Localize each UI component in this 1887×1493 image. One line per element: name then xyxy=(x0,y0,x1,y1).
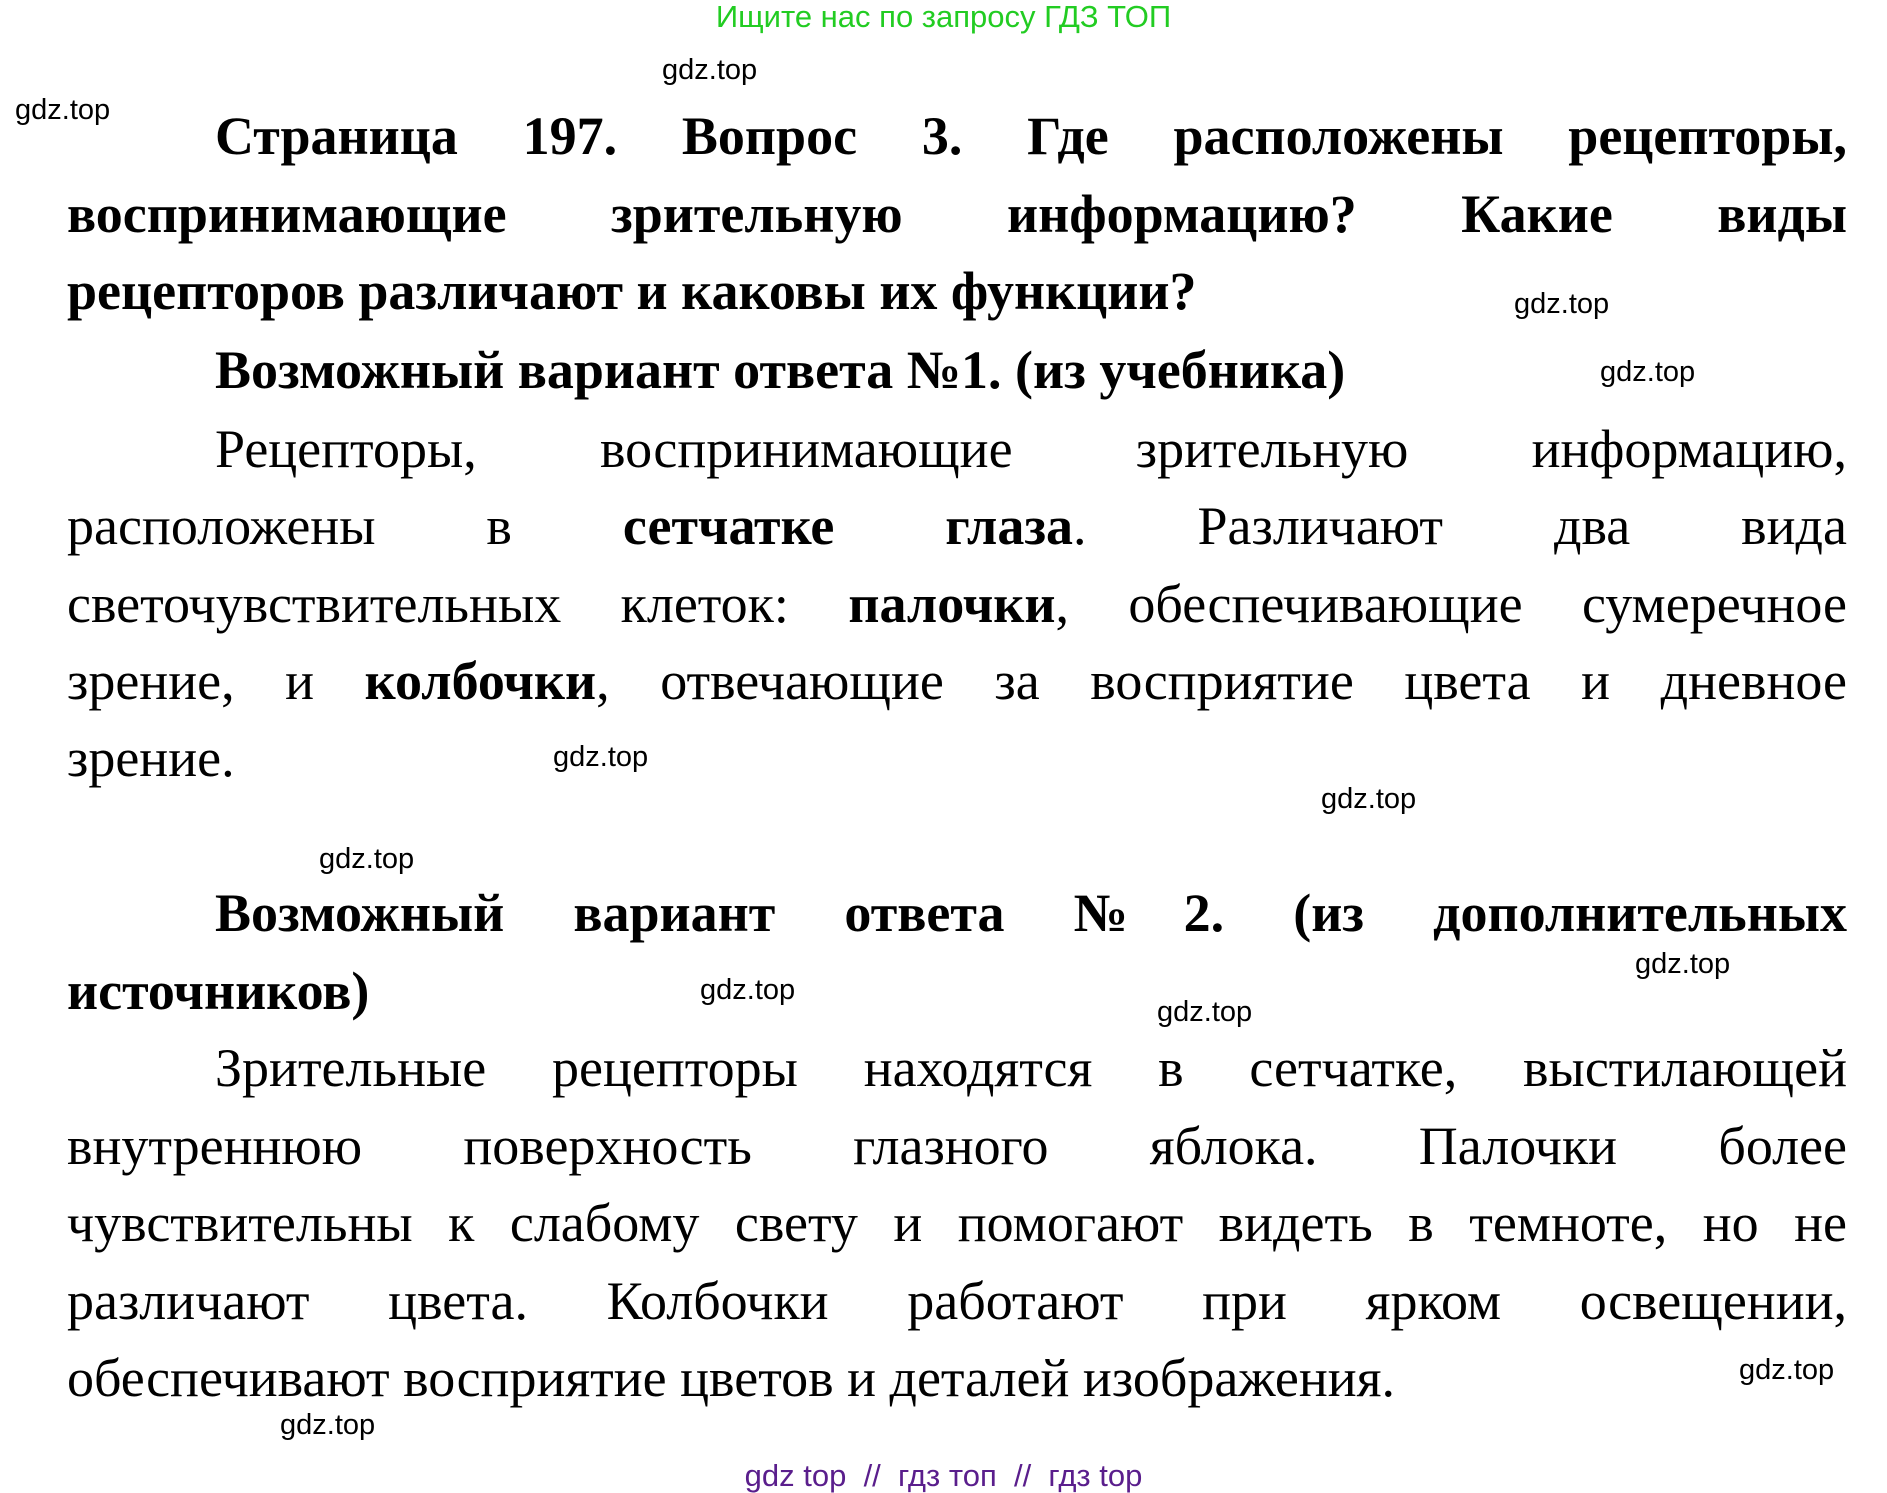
watermark: gdz.top xyxy=(319,843,415,875)
text-segment: Рецепторы, воспринимающие зрительную информацию, xyxy=(215,419,1847,479)
watermark: gdz.top xyxy=(1600,356,1696,388)
text-line xyxy=(215,1037,1847,1097)
text-line xyxy=(67,573,1847,633)
text-line xyxy=(67,1115,1847,1175)
text-line xyxy=(67,1270,1847,1330)
text-segment: Зрительные рецепторы находятся в сетчатке, выстилающей xyxy=(215,1038,1847,1098)
text-line xyxy=(67,650,1847,710)
watermark: gdz.top xyxy=(553,741,649,773)
text-line xyxy=(67,495,1847,555)
bold-term: палочки xyxy=(848,574,1056,634)
heading-line xyxy=(67,260,1197,320)
footer-links[interactable]: gdz top // гдз топ // гдз top xyxy=(744,1458,1143,1493)
text-segment: рецепторов различают и каковы их функции? xyxy=(67,261,1197,321)
text-segment: , отвечающие за восприятие цвета и дневное xyxy=(596,651,1847,711)
bold-term: сетчатке глаза xyxy=(622,496,1074,556)
search-banner: Ищите нас по запросу ГДЗ ТОП xyxy=(715,0,1172,34)
text-segment: светочувствительных клеток: xyxy=(67,574,849,634)
text-segment: чувствительны к слабому свету и помогают видеть в темноте, но не xyxy=(67,1193,1847,1253)
text-segment: Возможный вариант ответа №1. (из учебника) xyxy=(215,340,1346,400)
text-segment: зрение, и xyxy=(67,651,365,711)
heading-line xyxy=(215,105,1847,165)
watermark: gdz.top xyxy=(700,974,796,1006)
heading-line xyxy=(67,960,369,1020)
watermark: gdz.top xyxy=(15,94,111,126)
watermark: gdz.top xyxy=(1514,288,1610,320)
text-line xyxy=(67,1347,1395,1407)
text-segment: , обеспечивающие сумеречное xyxy=(1055,574,1847,634)
watermark: gdz.top xyxy=(1157,996,1253,1028)
text-segment: расположены в xyxy=(67,496,623,556)
text-segment: воспринимающие зрительную информацию? Какие виды xyxy=(67,184,1847,244)
text-segment: источников) xyxy=(67,961,370,1021)
text-segment: . Различают два вида xyxy=(1073,496,1847,556)
text-line xyxy=(215,418,1847,478)
text-line xyxy=(67,1192,1847,1252)
heading-line xyxy=(215,882,1847,942)
text-line xyxy=(67,727,235,787)
text-segment: обеспечивают восприятие цветов и деталей изображения. xyxy=(67,1348,1395,1408)
watermark: gdz.top xyxy=(1321,783,1417,815)
watermark: gdz.top xyxy=(1635,948,1731,980)
heading-line xyxy=(215,339,1345,399)
text-segment: Страница 197. Вопрос 3. Где расположены рецепторы, xyxy=(215,106,1847,166)
heading-line xyxy=(67,183,1847,243)
watermark: gdz.top xyxy=(1739,1354,1835,1386)
text-segment: зрение. xyxy=(67,728,235,788)
watermark: gdz.top xyxy=(280,1409,376,1441)
bold-term: колбочки xyxy=(364,651,597,711)
watermark: gdz.top xyxy=(662,54,758,86)
text-segment: внутреннюю поверхность глазного яблока. Палочки более xyxy=(67,1116,1847,1176)
text-segment: различают цвета. Колбочки работают при ярком освещении, xyxy=(67,1271,1847,1331)
text-segment: Возможный вариант ответа №2. (из дополнительных xyxy=(215,883,1847,943)
